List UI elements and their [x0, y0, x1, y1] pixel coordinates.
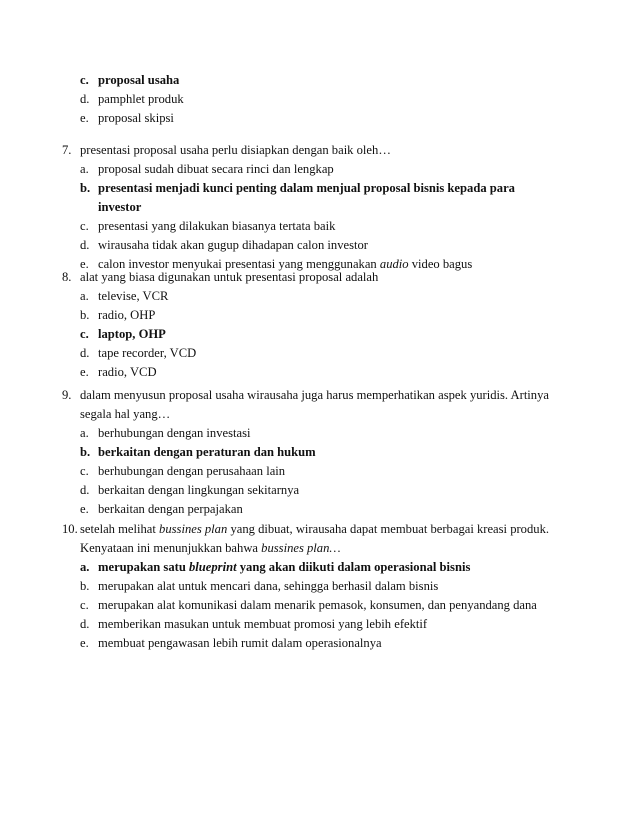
option-text: presentasi yang dilakukan biasanya tertata baik	[98, 219, 336, 233]
option-letter: a.	[80, 426, 89, 440]
option-text: proposal usaha	[98, 73, 180, 87]
option-letter: d.	[80, 617, 90, 631]
option-6d	[0, 90, 638, 109]
option-6c	[0, 71, 638, 90]
option-letter: e.	[80, 257, 89, 271]
question-6-tail	[0, 71, 638, 128]
option-text: proposal skipsi	[98, 111, 174, 125]
question-text: alat yang biasa digunakan untuk presentasi proposal adalah	[80, 270, 379, 284]
option-text: merupakan alat untuk mencari dana, sehingga berhasil dalam bisnis	[98, 579, 439, 593]
question-text: presentasi proposal usaha perlu disiapkan dengan baik oleh…	[80, 143, 391, 157]
question-text	[80, 520, 549, 539]
option-text-part: yang akan diikuti dalam operasional bisnis	[239, 560, 471, 574]
option-letter: e.	[80, 502, 89, 516]
question-10	[0, 520, 638, 653]
option-letter: d.	[80, 346, 90, 360]
option-10e	[0, 634, 638, 653]
option-text-italic: blueprint	[188, 560, 237, 574]
question-text-part: setelah melihat	[80, 522, 156, 536]
question-stem	[0, 141, 638, 160]
question-number: 8.	[62, 270, 72, 284]
question-9	[0, 386, 638, 519]
option-text: laptop, OHP	[98, 327, 166, 341]
question-number: 10.	[62, 522, 78, 536]
option-8a	[0, 287, 638, 306]
option-text: pamphlet produk	[98, 92, 184, 106]
option-text: televise, VCR	[98, 289, 169, 303]
option-text-part: merupakan satu	[98, 560, 186, 574]
option-10b	[0, 577, 638, 596]
option-7b-continued	[0, 198, 638, 217]
option-text: proposal sudah dibuat secara rinci dan lengkap	[98, 162, 334, 176]
option-text	[98, 558, 470, 577]
option-letter: e.	[80, 636, 89, 650]
option-text: berhubungan dengan perusahaan lain	[98, 464, 286, 478]
option-9a	[0, 424, 638, 443]
option-8b	[0, 306, 638, 325]
option-text-part: video bagus	[411, 257, 473, 271]
question-stem	[0, 520, 638, 539]
option-letter: c.	[80, 598, 89, 612]
question-text-continued: segala hal yang…	[80, 407, 171, 421]
option-text: presentasi menjadi kunci penting dalam menjual proposal bisnis kepada para	[98, 181, 515, 195]
option-letter: d.	[80, 92, 90, 106]
question-number: 9.	[62, 388, 72, 402]
option-letter: a.	[80, 560, 90, 574]
question-stem	[0, 268, 638, 287]
option-letter: a.	[80, 289, 89, 303]
question-stem-continued	[0, 539, 638, 558]
option-7b	[0, 179, 638, 198]
option-10a	[0, 558, 638, 577]
option-7a	[0, 160, 638, 179]
option-text: wirausaha tidak akan gugup dihadapan calon investor	[98, 238, 368, 252]
option-8d	[0, 344, 638, 363]
question-text-italic: bussines plan…	[261, 541, 341, 555]
option-letter: c.	[80, 464, 89, 478]
option-text-italic: audio	[379, 257, 409, 271]
option-9e	[0, 500, 638, 519]
option-text: radio, VCD	[98, 365, 157, 379]
option-6e	[0, 109, 638, 128]
question-7	[0, 141, 638, 274]
option-9b	[0, 443, 638, 462]
option-text: membuat pengawasan lebih rumit dalam operasionalnya	[98, 636, 382, 650]
option-9d	[0, 481, 638, 500]
option-10d	[0, 615, 638, 634]
question-text-continued	[80, 539, 341, 558]
question-number: 7.	[62, 143, 72, 157]
question-stem-continued	[0, 405, 638, 424]
option-text: berkaitan dengan lingkungan sekitarnya	[98, 483, 300, 497]
option-10c	[0, 596, 638, 615]
question-text-part: yang dibuat, wirausaha dapat membuat berbagai kreasi produk.	[230, 522, 550, 536]
option-text-part: calon investor menyukai presentasi yang menggunakan	[98, 257, 377, 271]
option-letter: b.	[80, 579, 90, 593]
option-letter: c.	[80, 73, 89, 87]
option-letter: e.	[80, 111, 89, 125]
option-letter: c.	[80, 219, 89, 233]
option-letter: e.	[80, 365, 89, 379]
question-text-part: Kenyataan ini menunjukkan bahwa	[80, 541, 259, 555]
option-letter: b.	[80, 308, 90, 322]
option-letter: c.	[80, 327, 89, 341]
question-text: dalam menyusun proposal usaha wirausaha juga harus memperhatikan aspek yuridis. Artinya	[80, 388, 549, 402]
option-8c	[0, 325, 638, 344]
option-letter: d.	[80, 483, 90, 497]
option-text-continued: investor	[98, 200, 142, 214]
question-stem	[0, 386, 638, 405]
option-text: merupakan alat komunikasi dalam menarik pemasok, konsumen, dan penyandang dana	[98, 598, 537, 612]
option-9c	[0, 462, 638, 481]
option-text: berhubungan dengan investasi	[98, 426, 251, 440]
option-text: berkaitan dengan peraturan dan hukum	[98, 445, 316, 459]
question-8	[0, 268, 638, 382]
option-text: tape recorder, VCD	[98, 346, 197, 360]
option-letter: a.	[80, 162, 89, 176]
option-8e	[0, 363, 638, 382]
option-7c	[0, 217, 638, 236]
option-7d	[0, 236, 638, 255]
option-letter: d.	[80, 238, 90, 252]
question-text-italic: bussines plan	[159, 522, 228, 536]
option-letter: b.	[80, 181, 91, 195]
option-text: berkaitan dengan perpajakan	[98, 502, 243, 516]
option-letter: b.	[80, 445, 91, 459]
option-text: radio, OHP	[98, 308, 156, 322]
option-text: memberikan masukan untuk membuat promosi yang lebih efektif	[98, 617, 428, 631]
